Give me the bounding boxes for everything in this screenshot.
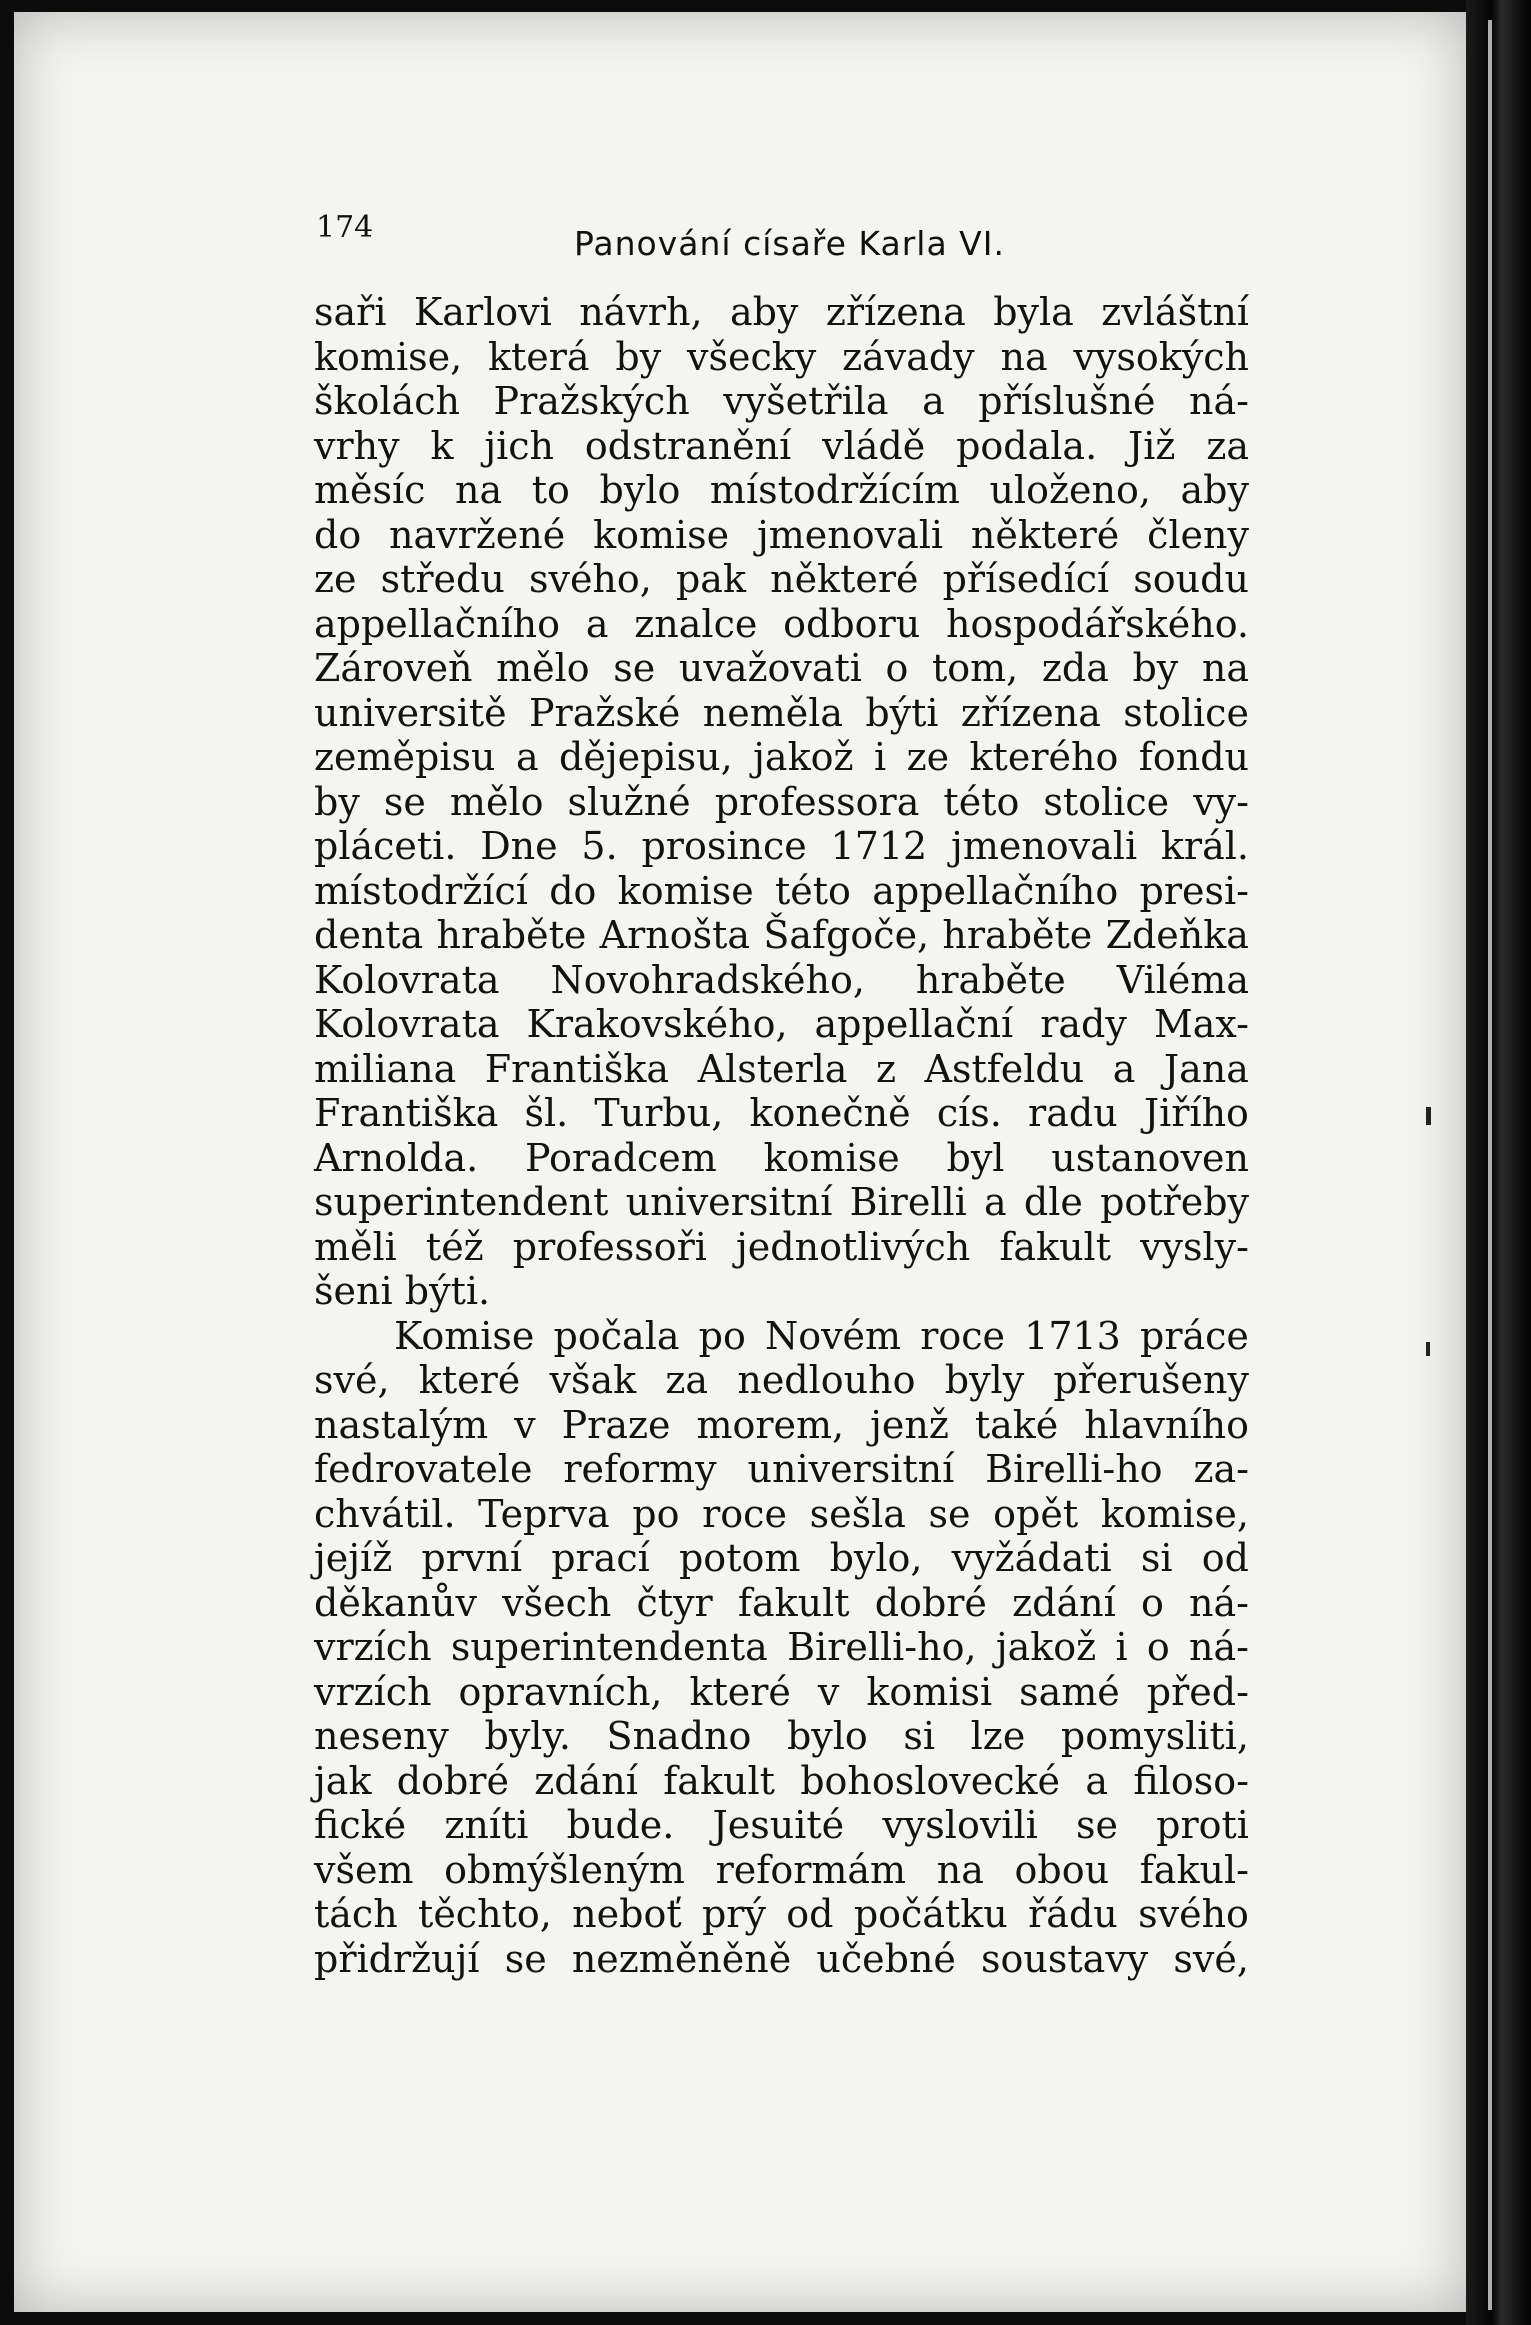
text-line: místodržící do komise této appellačního presi- bbox=[314, 868, 1249, 913]
body-text bbox=[314, 290, 1249, 1981]
margin-speck bbox=[1426, 1107, 1431, 1125]
text-line: přidržují se nezměněně učebné soustavy své, bbox=[314, 1936, 1249, 1981]
text-line: nastalým v Praze morem, jenž také hlavního bbox=[314, 1402, 1249, 1447]
text-line: by se mělo služné professora této stolice vy- bbox=[314, 779, 1249, 824]
text-line: fické zníti bude. Jesuité vyslovili se proti bbox=[314, 1803, 1249, 1847]
text-line: Kolovrata Novohradského, hraběte Viléma bbox=[314, 957, 1249, 1002]
margin-speck bbox=[1426, 1342, 1430, 1356]
text-line: fedrovatele reformy universitní Birelli-ho za- bbox=[314, 1447, 1249, 1491]
text-line: miliana Františka Alsterla z Astfeldu a Jana bbox=[314, 1046, 1249, 1091]
text-line: jak dobré zdání fakult bohoslovecké a filoso- bbox=[314, 1758, 1249, 1803]
text-line: saři Karlovi návrh, aby zřízena byla zvláštní bbox=[314, 290, 1249, 334]
text-line: denta hraběte Arnošta Šafgoče, hraběte Zdeňka bbox=[314, 913, 1249, 957]
text-line: jejíž první prací potom bylo, vyžádati si od bbox=[314, 1536, 1249, 1580]
text-line: do navržené komise jmenovali některé členy bbox=[314, 512, 1249, 557]
book-page bbox=[14, 12, 1466, 2312]
running-title: Panování císaře Karla VI. bbox=[574, 224, 1005, 263]
page-edge-line bbox=[1488, 20, 1492, 2310]
page-header bbox=[14, 210, 1466, 270]
text-line: Kolovrata Krakovského, appellační rady Max- bbox=[314, 1002, 1249, 1046]
text-line: měsíc na to bylo místodržícím uloženo, aby bbox=[314, 468, 1249, 512]
text-line: tách těchto, neboť prý od počátku řádu svého bbox=[314, 1892, 1249, 1936]
text-line: ze středu svého, pak některé přísedící soudu bbox=[314, 557, 1249, 601]
text-line: universitě Pražské neměla býti zřízena stolice bbox=[314, 690, 1249, 735]
text-line: pláceti. Dne 5. prosince 1712 jmenovali král. bbox=[314, 824, 1249, 868]
text-line: všem obmýšleným reformám na obou fakul- bbox=[314, 1847, 1249, 1892]
text-line: měli též professoři jednotlivých fakult vysly- bbox=[314, 1224, 1249, 1269]
text-line: školách Pražských vyšetřila a příslušné ná- bbox=[314, 379, 1249, 423]
text-line: neseny byly. Snadno bylo si lze pomysliti, bbox=[314, 1714, 1249, 1758]
text-line: Zároveň mělo se uvažovati o tom, zda by na bbox=[314, 646, 1249, 690]
text-line: vrzích opravních, které v komisi samé před- bbox=[314, 1669, 1249, 1714]
text-line: vrhy k jich odstranění vládě podala. Již za bbox=[314, 423, 1249, 468]
text-line: děkanův všech čtyr fakult dobré zdání o ná- bbox=[314, 1580, 1249, 1625]
text-line: zeměpisu a dějepisu, jakož i ze kterého fondu bbox=[314, 735, 1249, 779]
text-line: Komise počala po Novém roce 1713 práce bbox=[394, 1313, 1249, 1358]
text-line: appellačního a znalce odboru hospodářského. bbox=[314, 601, 1249, 646]
text-line: superintendent universitní Birelli a dle potřeby bbox=[314, 1180, 1249, 1224]
text-line: vrzích superintendenta Birelli-ho, jakož i o ná- bbox=[314, 1625, 1249, 1669]
page-number: 174 bbox=[316, 210, 374, 245]
text-line: šeni býti. bbox=[314, 1269, 491, 1313]
text-line: chvátil. Teprva po roce sešla se opět komise, bbox=[314, 1491, 1249, 1536]
text-line: Františka šl. Turbu, konečně cís. radu Jiřího bbox=[314, 1091, 1249, 1135]
text-line: komise, která by všecky závady na vysokých bbox=[314, 334, 1249, 379]
text-line: své, které však za nedlouho byly přerušeny bbox=[314, 1358, 1249, 1402]
book-binding-edge bbox=[1466, 0, 1531, 2325]
text-line: Arnolda. Poradcem komise byl ustanoven bbox=[314, 1135, 1249, 1180]
